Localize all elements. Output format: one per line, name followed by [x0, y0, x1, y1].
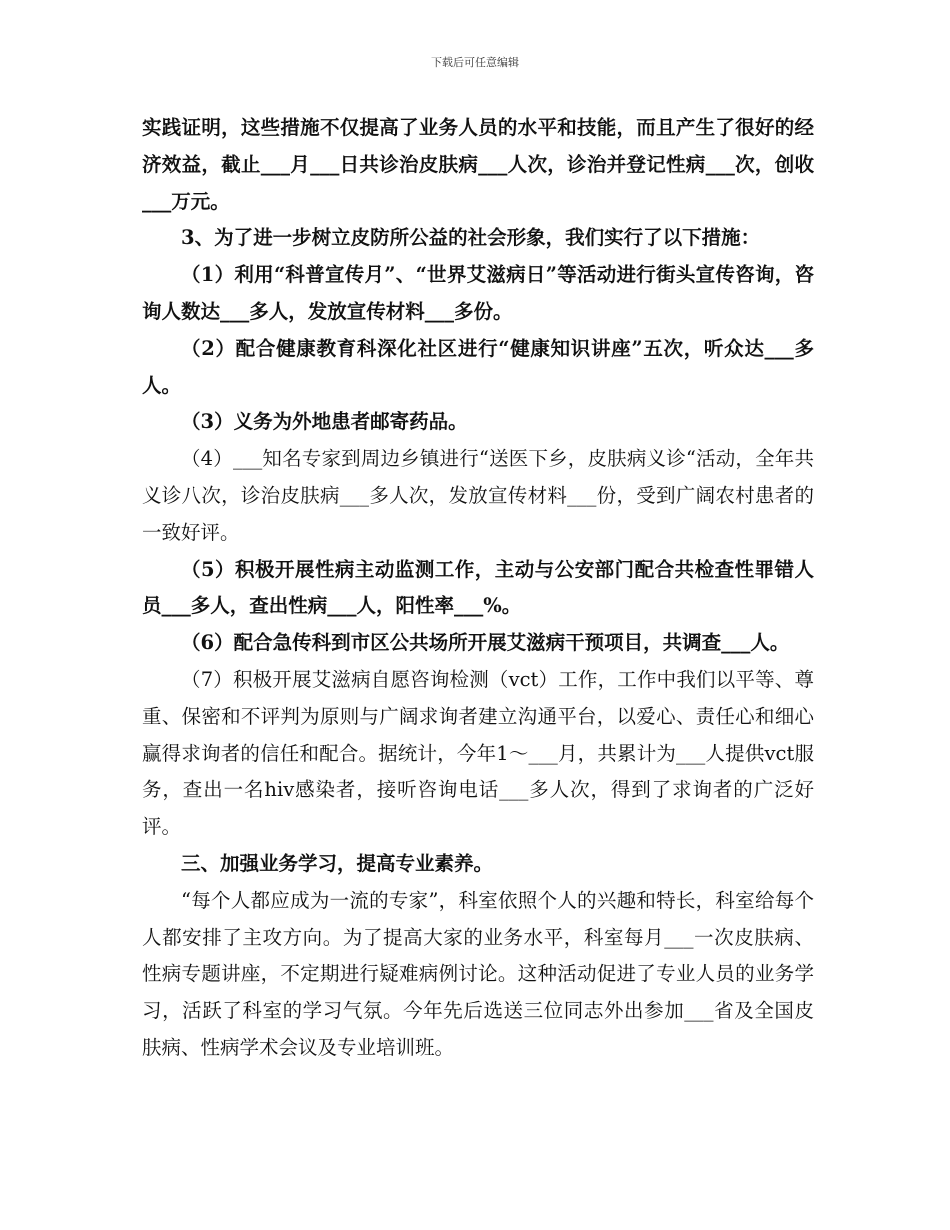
- paragraph-results: 实践证明，这些措施不仅提高了业务人员的水平和技能，而且产生了很好的经济效益，截止___月___日共诊治皮肤病___人次，诊治并登记性病___次，创收___万元。: [142, 116, 814, 213]
- paragraph-measure-5: （5）积极开展性病主动监测工作，主动与公安部门配合共检查性罪错人员___多人，查出性病___人，阳性率___%。: [142, 557, 814, 618]
- section-heading-3: 三、加强业务学习，提高专业素养。: [181, 851, 494, 875]
- paragraph-measure-2: （2）配合健康教育科深化社区进行“健康知识讲座”五次，听众达___多人。: [142, 336, 814, 397]
- paragraph-measure-7: （7）积极开展艾滋病自愿咨询检测（vct）工作，工作中我们以平等、尊重、保密和不评判为原则与广阔求询者建立沟通平台，以爱心、责任心和细心赢得求询者的信任和配合。据统计，今年1～___月，共累计为___人提供vct服务，查出一名hiv感染者，接听咨询电话___多人次，得到了求询者的广泛好评。: [142, 667, 814, 839]
- paragraph-measure-4: （4）___知名专家到周边乡镇进行“送医下乡，皮肤病义诊“活动，全年共义诊八次，诊治皮肤病___多人次，发放宣传材料___份，受到广阔农村患者的一致好评。: [142, 447, 814, 544]
- paragraph-study: “每个人都应成为一流的专家”，科室依照个人的兴趣和特长，科室给每个人都安排了主攻方向。为了提高大家的业务水平，科室每月___一次皮肤病、性病专题讲座，不定期进行疑难病例讨论。这种活动促进了专业人员的业务学习，活跃了科室的学习气氛。今年先后选送三位同志外出参加___省及全国皮肤病、性病学术会议及专业培训班。: [142, 888, 814, 1059]
- paragraph-measure-6: （6）配合急传科到市区公共场所开展艾滋病干预项目，共调查___人。: [181, 631, 790, 655]
- page-header: 下载后可任意编辑: [431, 56, 519, 69]
- paragraph-measures-intro: 3、为了进一步树立皮防所公益的社会形象，我们实行了以下措施：: [181, 226, 761, 250]
- paragraph-measure-1: （1）利用“科普宣传月”、“世界艾滋病日”等活动进行街头宣传咨询，咨询人数达___多人，发放宣传材料___多份。: [142, 263, 814, 323]
- paragraph-measure-3: （3）义务为外地患者邮寄药品。: [181, 410, 468, 434]
- document-body: [142, 110, 814, 1067]
